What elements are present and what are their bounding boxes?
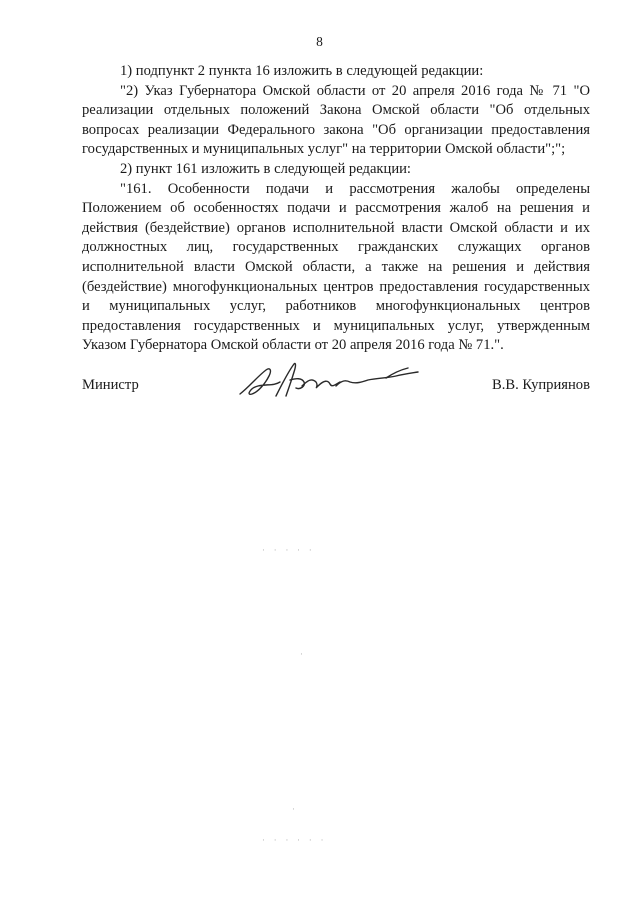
paragraph-clause-161: "161. Особенности подачи и рассмотрения жалобы определены Положением об особенностях подачи и рассмотрения жалоб на решения и действия (бездействие) органов исполнительной власти Омской области и их должностных лиц, государственных гражданских служащих органов исполнительной власти Омской области, а также на решения и действия (бездействие) многофункциональных центров предоставления государственных и муниципальных услуг, работников многофункциональных центров предоставления государственных и муниципальных услуг, утвержденным Указом Губернатора Омской области от 20 апреля 2016 года № 71.". — [82, 180, 590, 354]
paragraph-amendment-2: 2) пункт 161 изложить в следующей редакции: — [120, 160, 411, 177]
document-body — [82, 62, 590, 356]
scan-artifact: · — [300, 650, 306, 660]
paragraph-amendment-1: 1) подпункт 2 пункта 16 изложить в следующей редакции: — [120, 63, 484, 79]
scan-artifact: · — [292, 805, 298, 815]
scan-artifact: · · · · · · — [262, 836, 327, 846]
paragraph-decree-reference: "2) Указ Губернатора Омской области от 20 апреля 2016 года № 71 "О реализации отдельных положений Закона Омской области "Об отдельных вопросах реализации Федерального закона "Об организации предоставления государственных и муниципальных услуг" на территории Омской области";"; — [82, 82, 590, 158]
scan-artifact: · · · · · — [262, 546, 315, 556]
signer-title: Министр — [82, 377, 139, 393]
signer-name: В.В. Куприянов — [492, 377, 590, 393]
handwritten-signature — [236, 356, 426, 406]
page-number: 8 — [316, 34, 323, 49]
